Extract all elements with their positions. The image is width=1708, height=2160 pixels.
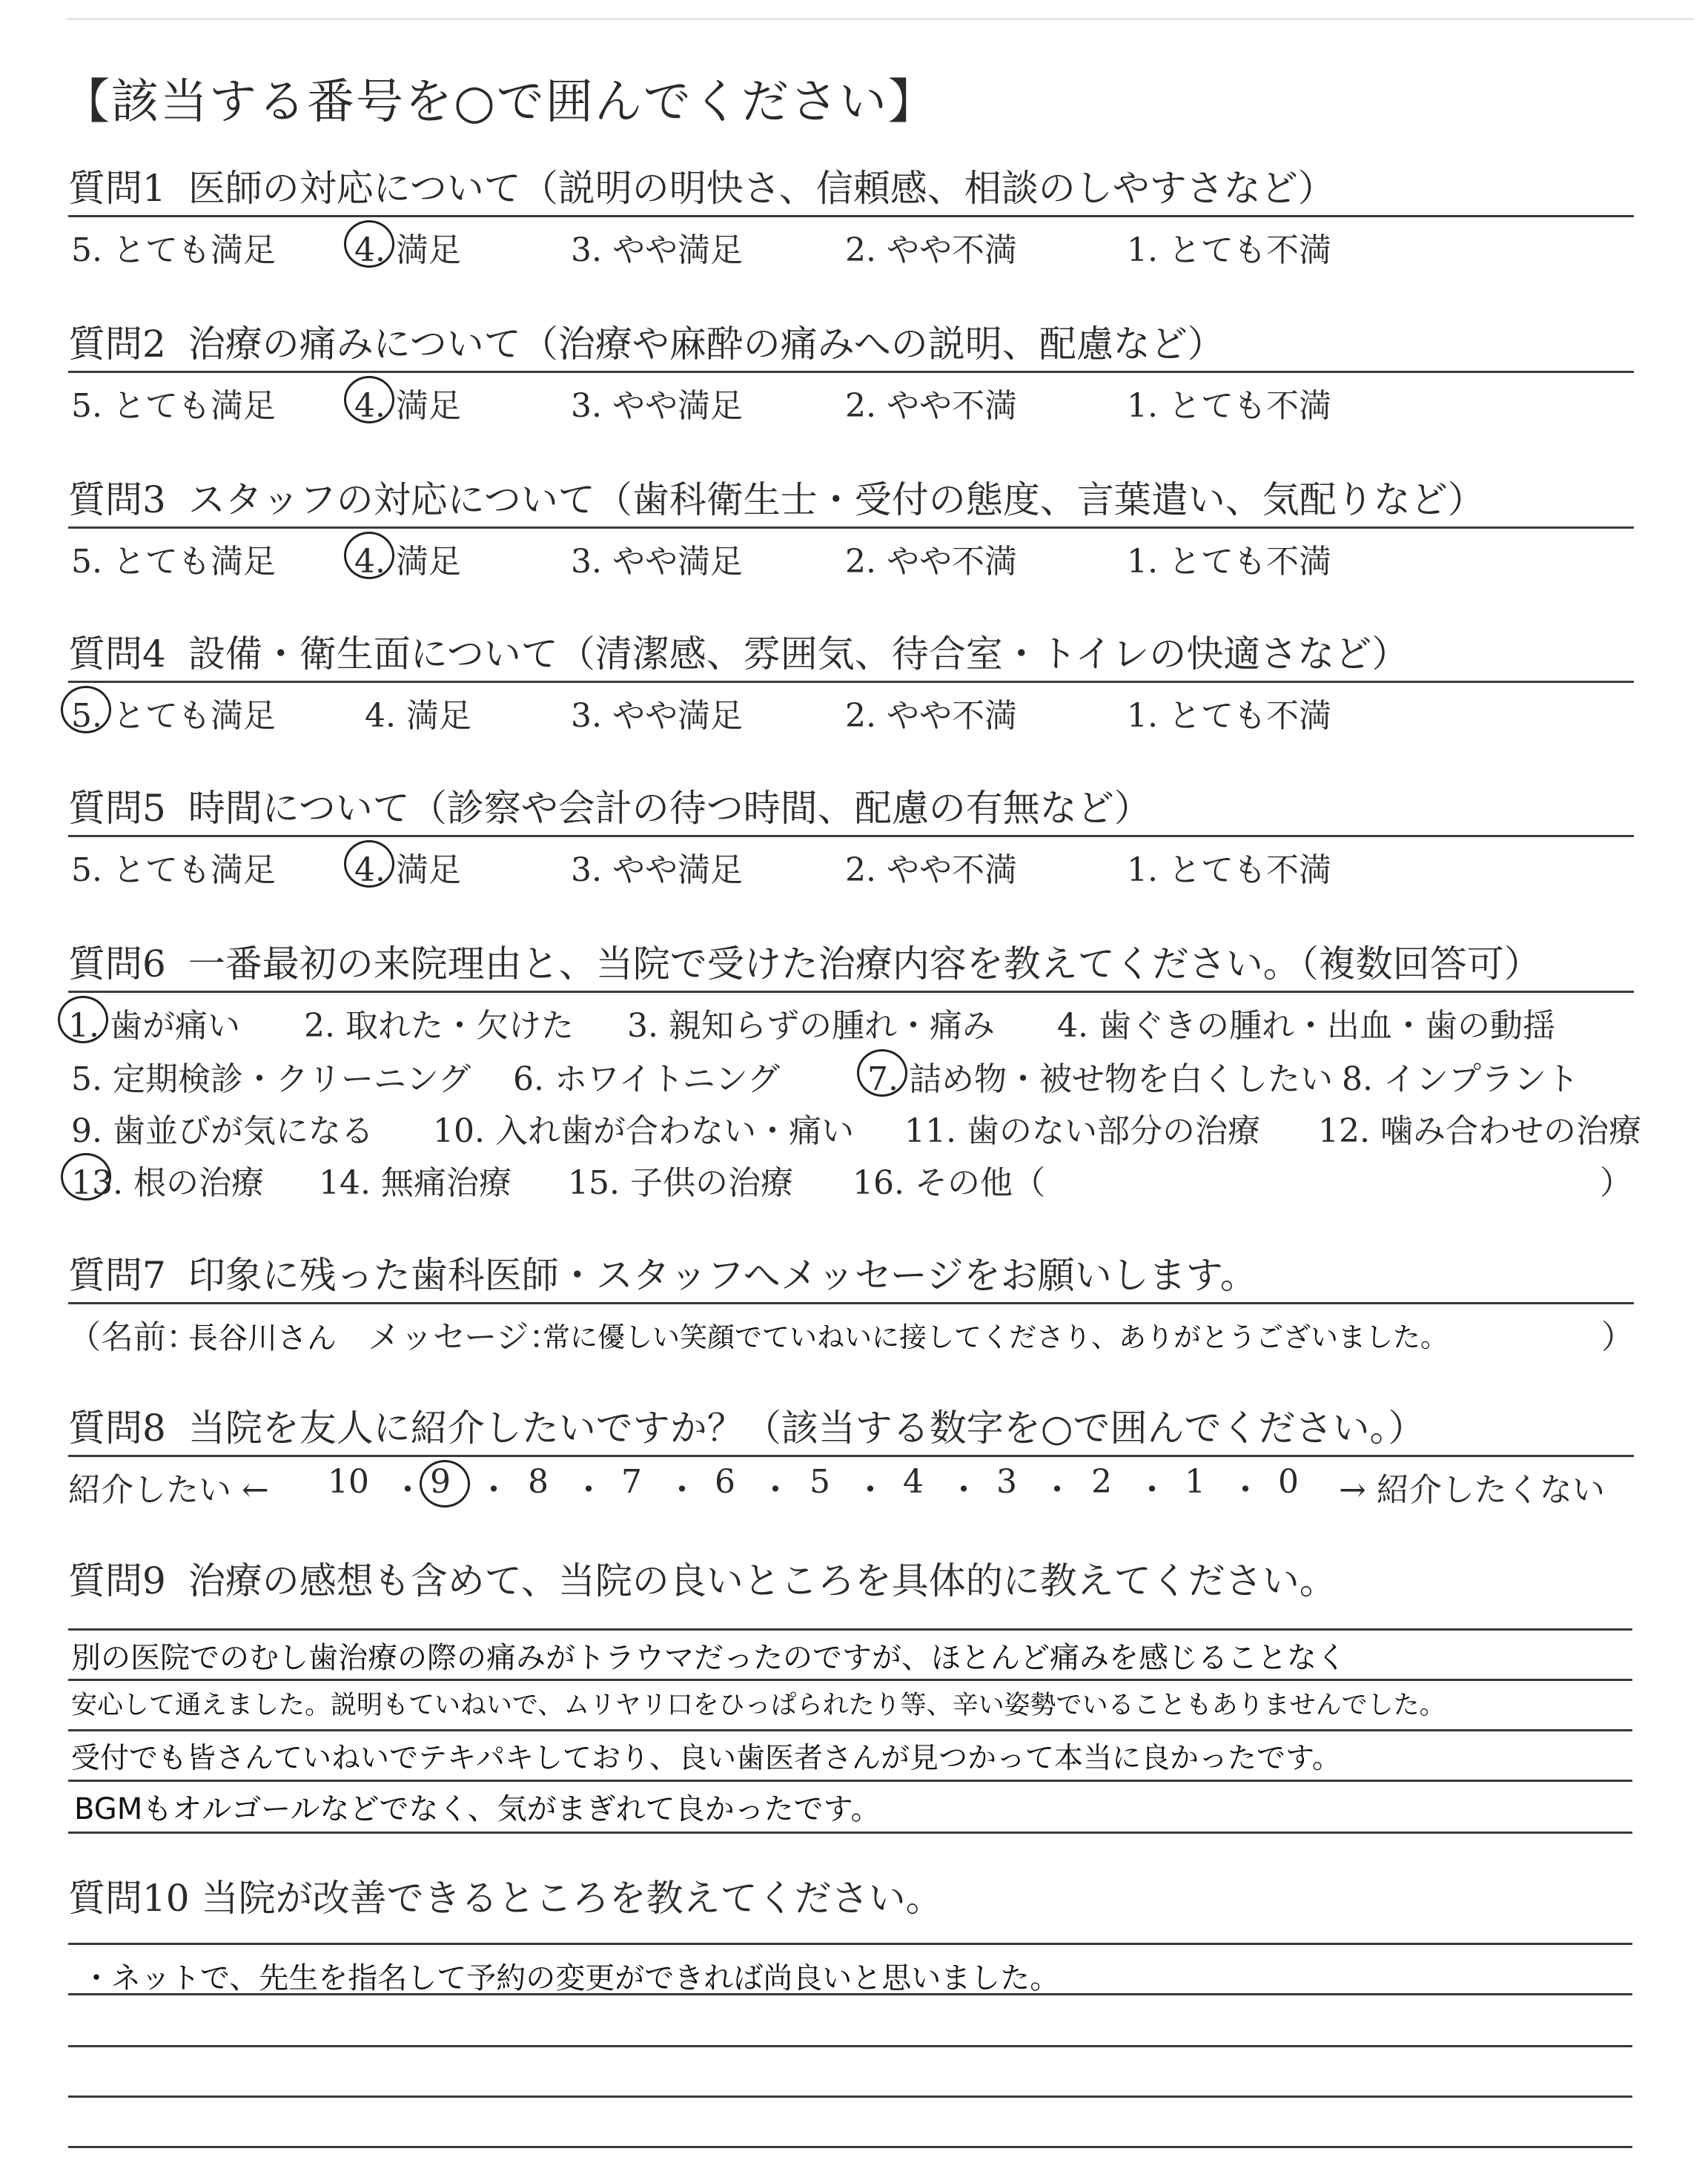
question-2 — [68, 319, 1634, 425]
q6-option-2[interactable]: 2. 取れた・欠けた — [304, 1007, 574, 1045]
option-2[interactable]: 2. やや不満 — [845, 543, 1017, 581]
name-label: （名前： — [68, 1318, 199, 1356]
option-1[interactable]: 1. とても不満 — [1127, 543, 1331, 581]
q6-option-13-circled[interactable]: 13. 根の治療 — [71, 1156, 264, 1203]
question-text: 医師の対応について（説明の明快さ、信頼感、相談のしやすさなど） — [188, 167, 1335, 210]
option-5[interactable]: 5. とても満足 — [71, 851, 276, 889]
scale-1[interactable]: 1 — [1185, 1463, 1205, 1501]
question-number: 質問1 — [68, 167, 166, 210]
question-9 — [68, 1556, 1634, 1606]
scale-sep: ・ — [1229, 1471, 1262, 1509]
question-number: 質問10 — [68, 1877, 190, 1920]
q6-option-8[interactable]: 8. インプラント — [1342, 1060, 1579, 1098]
option-4-circled[interactable]: 4. 満足 — [354, 379, 461, 426]
option-1[interactable]: 1. とても不満 — [1127, 697, 1331, 735]
q6-option-11[interactable]: 11. 歯のない部分の治療 — [904, 1112, 1260, 1150]
scale-sep: ・ — [759, 1471, 792, 1509]
question-6 — [68, 939, 1641, 1215]
question-text: 印象に残った歯科医師・スタッフへメッセージをお願いします。 — [188, 1254, 1257, 1297]
scale-sep: ・ — [391, 1471, 424, 1509]
scale-5[interactable]: 5 — [810, 1463, 830, 1501]
answer-line — [68, 1729, 1632, 1731]
question-number: 質問3 — [68, 478, 166, 521]
option-4-circled[interactable]: 4. 満足 — [354, 843, 461, 891]
question-number: 質問9 — [68, 1559, 166, 1602]
question-text: 当院を友人に紹介したいですか？（該当する数字を○で囲んでください。） — [188, 1407, 1426, 1450]
q6-option-7-circled[interactable]: 7. 詰め物・被せ物を白くしたい — [867, 1052, 1333, 1100]
option-2[interactable]: 2. やや不満 — [845, 231, 1017, 269]
option-2[interactable]: 2. やや不満 — [845, 851, 1017, 889]
question-text: 時間について（診察や会計の待つ時間、配慮の有無など） — [188, 787, 1151, 830]
scale-2[interactable]: 2 — [1091, 1463, 1112, 1501]
question-5 — [68, 783, 1634, 889]
scale-sep: ・ — [477, 1471, 510, 1509]
question-text: 治療の痛みについて（治療や麻酔の痛みへの説明、配慮など） — [188, 323, 1225, 366]
q7-close-paren: ） — [1601, 1318, 1634, 1356]
option-3[interactable]: 3. やや満足 — [571, 543, 743, 581]
q6-option-15[interactable]: 15. 子供の治療 — [568, 1164, 793, 1202]
answer-line — [68, 1780, 1632, 1782]
scale-10[interactable]: 10 — [328, 1463, 369, 1501]
top-border — [67, 18, 1694, 20]
q9-answer-line-1[interactable]: 別の医院でのむし歯治療の際の痛みがトラウマだったのですが、ほとんど痛みを感じることなく — [71, 1641, 1346, 1675]
recommend-left-label: 紹介したい ← — [68, 1471, 269, 1509]
answer-line — [68, 2045, 1632, 2047]
scale-7[interactable]: 7 — [621, 1463, 642, 1501]
option-4-circled[interactable]: 4. 満足 — [354, 535, 461, 582]
answer-line — [68, 1628, 1632, 1631]
option-4-circled[interactable]: 4. 満足 — [354, 223, 461, 271]
q6-option-6[interactable]: 6. ホワイトニング — [513, 1060, 781, 1098]
question-number: 質問8 — [68, 1407, 166, 1450]
q9-answer-line-2[interactable]: 安心して通えました。説明もていねいで、ムリヤリ口をひっぱられたり等、辛い姿勢でいることもありませんでした。 — [71, 1691, 1446, 1720]
question-text: スタッフの対応について（歯科衛生士・受付の態度、言葉遣い、気配りなど） — [188, 478, 1485, 521]
scale-3[interactable]: 3 — [996, 1463, 1017, 1501]
scale-sep: ・ — [947, 1471, 980, 1509]
answer-line — [68, 1943, 1632, 1945]
q6-option-1-circled[interactable]: 1. 歯が痛い — [68, 999, 240, 1046]
answer-line — [68, 2095, 1632, 2098]
q9-answer-line-3[interactable]: 受付でも皆さんていねいでテキパキしており、良い歯医者さんが見つかって本当に良かったです。 — [71, 1742, 1341, 1775]
option-5[interactable]: 5. とても満足 — [71, 387, 276, 425]
scale-sep: ・ — [666, 1471, 698, 1509]
question-text: 当院が改善できるところを教えてください。 — [201, 1877, 943, 1920]
q10-answer-line-1[interactable]: ・ネットで、先生を指名して予約の変更ができれば尚良いと思いました。 — [82, 1961, 1060, 1995]
message-label: メッセージ： — [368, 1318, 562, 1356]
question-number: 質問5 — [68, 787, 166, 830]
q6-option-4[interactable]: 4. 歯ぐきの腫れ・出血・歯の動揺 — [1057, 1007, 1555, 1045]
scale-sep: ・ — [572, 1471, 605, 1509]
question-text: 一番最初の来院理由と、当院で受けた治療内容を教えてください。（複数回答可） — [188, 942, 1541, 985]
question-10 — [68, 1873, 1634, 1923]
option-4[interactable]: 4. 満足 — [365, 697, 471, 735]
question-4 — [68, 629, 1634, 735]
option-5-circled[interactable]: 5. とても満足 — [71, 689, 276, 736]
question-8 — [68, 1403, 1634, 1509]
scale-0[interactable]: 0 — [1278, 1463, 1299, 1501]
question-3 — [68, 475, 1634, 581]
question-7 — [68, 1250, 1634, 1356]
scale-4[interactable]: 4 — [903, 1463, 924, 1501]
q6-option-9[interactable]: 9. 歯並びが気になる — [71, 1112, 374, 1150]
q9-answer-line-4[interactable]: BGMもオルゴールなどでなく、気がまぎれて良かったです。 — [74, 1792, 881, 1826]
scale-sep: ・ — [854, 1471, 887, 1509]
q6-close-paren: ） — [1600, 1164, 1632, 1202]
question-text: 治療の感想も含めて、当院の良いところを具体的に教えてください。 — [188, 1559, 1337, 1602]
question-number: 質問4 — [68, 633, 166, 676]
option-3[interactable]: 3. やや満足 — [571, 387, 743, 425]
message-value[interactable]: 常に優しい笑顔でていねいに接してくださり、ありがとうございました。 — [543, 1321, 1448, 1353]
scale-6[interactable]: 6 — [715, 1463, 735, 1501]
scale-9-circled[interactable]: 9 — [430, 1463, 451, 1501]
option-1[interactable]: 1. とても不満 — [1127, 851, 1331, 889]
name-value[interactable]: 長谷川さん — [188, 1321, 337, 1355]
option-3[interactable]: 3. やや満足 — [571, 851, 743, 889]
option-3[interactable]: 3. やや満足 — [571, 231, 743, 269]
question-1 — [68, 163, 1634, 269]
scale-sep: ・ — [1041, 1471, 1073, 1509]
option-3[interactable]: 3. やや満足 — [571, 697, 743, 735]
option-5[interactable]: 5. とても満足 — [71, 543, 276, 581]
answer-line — [68, 1832, 1632, 1834]
q6-option-5[interactable]: 5. 定期検診・クリーニング — [71, 1060, 471, 1098]
option-2[interactable]: 2. やや不満 — [845, 387, 1017, 425]
q6-option-16[interactable]: 16. その他（ — [853, 1164, 1045, 1202]
option-2[interactable]: 2. やや不満 — [845, 697, 1017, 735]
scale-8[interactable]: 8 — [528, 1463, 549, 1501]
q6-option-14[interactable]: 14. 無痛治療 — [319, 1164, 512, 1202]
question-number: 質問2 — [68, 323, 166, 366]
answer-line — [68, 1679, 1632, 1681]
answer-line — [68, 1993, 1632, 1995]
question-number: 質問7 — [68, 1254, 166, 1297]
recommend-right-label: → 紹介したくない — [1339, 1471, 1605, 1509]
question-number: 質問6 — [68, 942, 166, 985]
answer-line — [68, 2146, 1632, 2148]
page-title: 【該当する番号を○で囲んでください】 — [62, 75, 937, 130]
q6-option-12[interactable]: 12. 噛み合わせの治療 — [1318, 1112, 1641, 1150]
option-1[interactable]: 1. とても不満 — [1127, 231, 1331, 269]
question-text: 設備・衛生面について（清潔感、雰囲気、待合室・トイレの快適さなど） — [188, 633, 1409, 676]
option-5[interactable]: 5. とても満足 — [71, 231, 276, 269]
option-1[interactable]: 1. とても不満 — [1127, 387, 1331, 425]
scale-sep: ・ — [1136, 1471, 1168, 1509]
q6-option-3[interactable]: 3. 親知らずの腫れ・痛み — [627, 1007, 995, 1045]
q6-option-10[interactable]: 10. 入れ歯が合わない・痛い — [433, 1112, 854, 1150]
